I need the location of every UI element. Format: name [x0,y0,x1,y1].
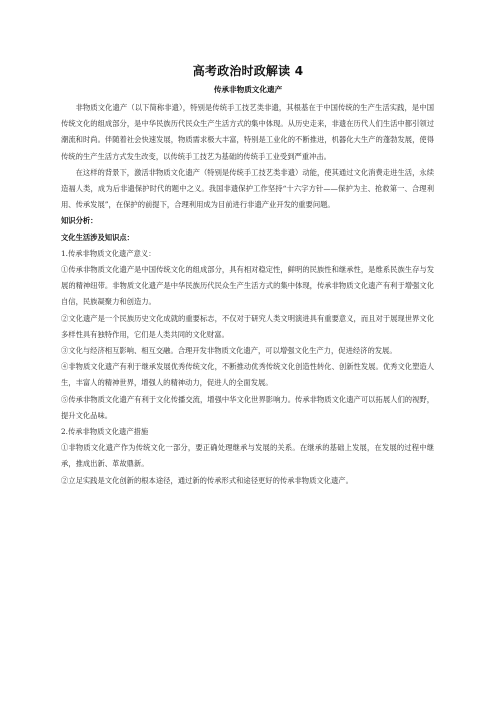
intro-paragraph-1: 非物质文化遗产（以下简称非遗），特别是传统手工技艺类非遗，其根基在于中国传统的生产生活实践，是中国传统文化的组成部分，是中华民族历代民众生产生活方式的集中体现。从历史走来，非遗在历代人们生活中都引领过潮流和时尚。伴随着社会快速发展，物质需求极大丰富，特别是工业化的不断推进，机器化大生产的蓬勃发展，使得传统的生产生活方式发生改变，以传统手工技艺为基础的传统手工业受到严重冲击。 [61,103,434,161]
intro-paragraph-2: 在这样的背景下，激活非物质文化遗产（特别是传统手工技艺类非遗）动能，使其通过文化消费走进生活，永续造福人类，成为后非遗保护时代的题中之义。我国非遗保护工作坚持“十六字方针——保护为主、抢救第一、合理利用、传承发展”，在保护的前提下，合理利用成为目前进行非遗产业开发的重要问题。 [61,167,434,210]
point1-item-3: ③文化与经济相互影响、相互交融。合理开发非物质文化遗产，可以增强文化生产力，促进经济的发展。 [61,346,397,356]
section-heading-knowledge-analysis: 知识分析： [61,216,98,226]
point1-item-2: ②文化遗产是一个民族历史文化成就的重要标志，不仅对于研究人类文明演进具有重要意义，而且对于展现世界文化多样性具有独特作用，它们是人类共同的文化财富。 [61,313,434,339]
point1-item-5: ⑤传承非物质文化遗产有利于文化传播交流，增强中华文化世界影响力。传承非物质文化遗产可以拓展人们的视野，提升文化品味。 [61,394,434,420]
point1-title: 1.传承非物质文化遗产意义： [61,248,156,258]
point1-item-4: ④非物质文化遗产有利于继承发展优秀传统文化，不断推动优秀传统文化创造性转化、创新性发展。优秀文化塑造人生，丰富人的精神世界，增强人的精神动力，促进人的全面发展。 [61,362,434,388]
document-body [61,100,434,489]
document-subtitle: 传承非物质文化遗产 [213,85,283,94]
point2-item-2: ②立足实践是文化创新的根本途径，通过新的传承形式和途径更好的传承非物质文化遗产。 [61,475,353,485]
point2-item-1: ①非物质文化遗产作为传统文化一部分，要正确处理继承与发展的关系。在继承的基础上发展，在发展的过程中继承，推成出新、革故鼎新。 [61,443,434,469]
point1-item-1: ①传承非物质文化遗产是中国传统文化的组成部分，具有相对稳定性，鲜明的民族性和继承性，是维系民族生存与发展的精神纽带。非物质文化遗产是中华民族历代民众生产生活方式的集中体现，传承非物质文化遗产有利于增强文化自信，民族凝聚力和创造力。 [61,265,434,307]
section-heading-culture-life: 文化生活涉及知识点： [61,232,134,242]
document-title: 高考政治时政解读 4 [192,64,304,78]
point2-title: 2.传承非物质文化遗产措施 [61,427,149,437]
